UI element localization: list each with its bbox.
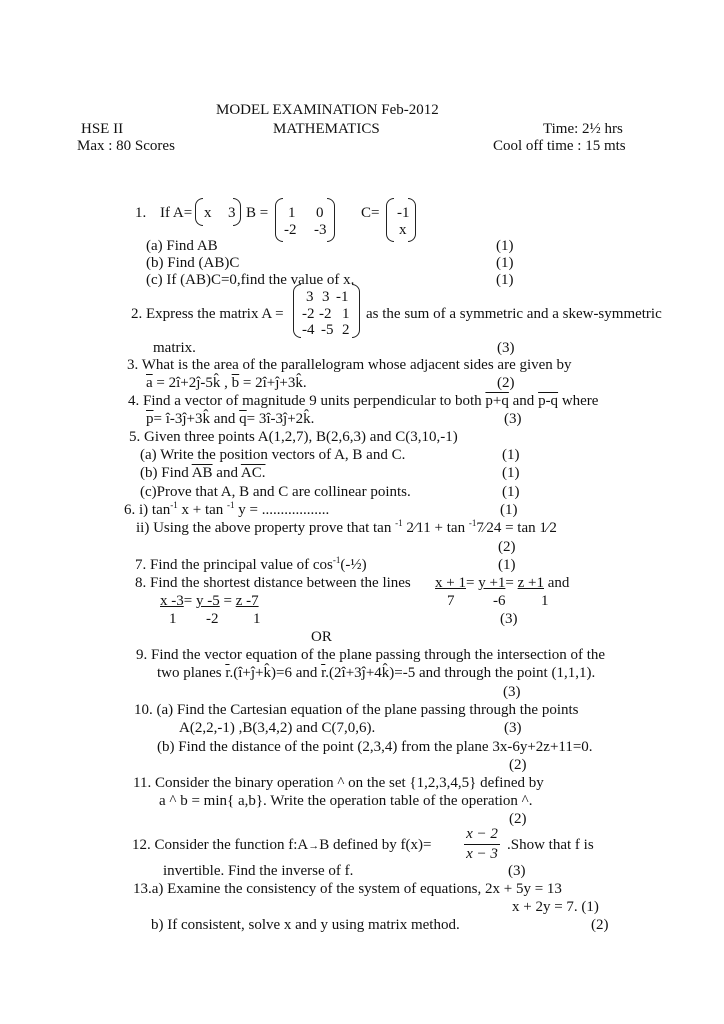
q5-part-b-marks: (1) (502, 465, 520, 481)
q5-part-a: (a) Write the position vectors of A, B and C. (140, 447, 406, 463)
q10-part-a-line1: 10. (a) Find the Cartesian equation of the plane passing through the points (134, 702, 579, 718)
q6-ii-sup: -1 (468, 518, 477, 528)
q4-vectors (146, 411, 314, 428)
matrix-b-cell: -3 (314, 222, 327, 238)
q4-and: and (508, 393, 539, 409)
matrix-a-right-bracket (233, 198, 241, 226)
matrix-b-left-bracket (275, 198, 283, 242)
q12-fraction (464, 826, 500, 863)
q5-part-a-marks: (1) (502, 447, 520, 463)
q2-rest: as the sum of a symmetric and a skew-symmetric (366, 306, 662, 322)
vector-r-symbol: $\overline{r}$ (321, 665, 326, 681)
matrix-q2-cell: -4 (302, 322, 315, 338)
q3-vectors (146, 375, 307, 392)
q6-i-sup: -1 (227, 500, 235, 510)
q9-marks: (3) (503, 684, 521, 700)
equals-sign: = (465, 575, 475, 591)
arrow-icon: → (308, 840, 320, 852)
q1-part-c-marks: (1) (496, 272, 514, 288)
fraction-denominator: x − 3 (466, 846, 498, 862)
q11-line1: 11. Consider the binary operation ^ on the set {1,2,3,4,5} defined by (133, 775, 544, 791)
q2-marks: (3) (497, 340, 515, 356)
vector-b-value: = 2î+ĵ+3k̂. (239, 375, 307, 391)
matrix-a-cell: 3 (228, 205, 236, 221)
q6-part-ii-marks: (2) (498, 539, 516, 555)
q6-i-mid: x + tan (177, 502, 228, 518)
fraction-numerator: x − 2 (466, 826, 498, 842)
q9-line2-pre: two planes (157, 665, 226, 681)
q6-ii-mid: 2⁄11 + tan (402, 520, 469, 536)
q12-text (132, 837, 431, 854)
q5-part-c-marks: (1) (502, 484, 520, 500)
equals-sign: = (223, 593, 232, 609)
equals-sign: = (505, 575, 514, 591)
line1-denominator: 1 (541, 593, 549, 609)
matrix-b-cell: 1 (288, 205, 296, 221)
q9-plane2: .(2î+3ĵ+4k̂)=-5 and through the point (1,1,1). (325, 665, 596, 681)
q1-part-b: (b) Find (AB)C (146, 255, 240, 271)
matrix-c-cell: x (399, 222, 407, 238)
q8-text: 8. Find the shortest distance between the lines (135, 575, 411, 591)
q13-part-a-line1: 13.a) Examine the consistency of the system of equations, 2x + 5y = 13 (133, 881, 562, 897)
q4-marks: (3) (504, 411, 522, 427)
q8-marks: (3) (500, 611, 518, 627)
q4-where: where (558, 393, 599, 409)
q1-b-label: B = (246, 205, 269, 221)
q10-part-a-line2: A(2,2,-1) ,B(3,4,2) and C(7,0,6). (179, 720, 376, 736)
q5-text: 5. Given three points A(1,2,7), B(2,6,3) and C(3,10,-1) (129, 429, 458, 445)
matrix-q2-cell: 3 (322, 289, 330, 305)
q6-i-pre: 6. i) tan (124, 502, 171, 518)
q6-ii-post: 7⁄24 = tan 1⁄2 (476, 520, 557, 536)
q6-part-i (124, 502, 329, 519)
matrix-c-right-bracket (408, 198, 416, 242)
matrix-c-left-bracket (386, 198, 394, 242)
q12-post: .Show that f is (507, 837, 594, 853)
q12-marks: (3) (508, 863, 526, 879)
q9-line2 (157, 665, 595, 682)
q12-line2: invertible. Find the inverse of f. (163, 863, 354, 879)
line2-numerator: y -5 (195, 593, 220, 609)
q3-marks: (2) (497, 375, 515, 391)
q1-if-label: If A= (160, 205, 193, 221)
q12-mid: B defined by f(x)= (319, 837, 432, 853)
q8-and: and (544, 575, 570, 591)
matrix-q2-left-bracket (293, 284, 301, 338)
max-scores: Max : 80 Scores (77, 138, 175, 154)
matrix-q2-cell: 2 (342, 322, 350, 338)
vector-a-symbol: $\overline{a}$ (146, 375, 153, 391)
q1-part-b-marks: (1) (496, 255, 514, 271)
q1-part-a-marks: (1) (496, 238, 514, 254)
q7-pre: 7. Find the principal value of cos (135, 557, 333, 573)
matrix-q2-cell: -1 (336, 289, 349, 305)
q6-ii-pre: ii) Using the above property prove that tan (136, 520, 396, 536)
q11-marks: (2) (509, 811, 527, 827)
matrix-q2-cell: -2 (302, 306, 315, 322)
time-label: Time: 2½ hrs (543, 121, 623, 137)
q5-part-b-and: and (212, 465, 241, 481)
q5-part-c: (c)Prove that A, B and C are collinear points. (140, 484, 411, 500)
q12-pre: 12. Consider the function f:A (132, 837, 309, 853)
vector-p-symbol: $\overline{p}$ (146, 411, 154, 427)
matrix-a-left-bracket (195, 198, 203, 226)
q5-part-b (140, 465, 265, 482)
fraction-bar (464, 844, 500, 845)
vector-p-minus-q: p-q (538, 393, 559, 409)
exam-title: MODEL EXAMINATION Feb-2012 (216, 102, 439, 118)
line2-denominator: 1 (169, 611, 177, 627)
q4-stem: 4. Find a vector of magnitude 9 units perpendicular to both (128, 393, 482, 409)
q8-line2 (160, 593, 259, 610)
q7-post: (-½) (340, 557, 367, 573)
matrix-b-cell: -2 (284, 222, 297, 238)
q6-part-ii (136, 520, 557, 537)
q6-i-post: y = .................. (234, 502, 330, 518)
q1-number: 1. (135, 205, 147, 221)
vector-ac: AC. (240, 465, 266, 481)
q7-text (135, 557, 367, 574)
q9-line1: 9. Find the vector equation of the plane passing through the intersection of the (136, 647, 606, 663)
subject-label: MATHEMATICS (273, 121, 380, 137)
q13-part-b-marks: (2) (591, 917, 609, 933)
or-separator: OR (311, 629, 332, 645)
q2-text: 2. Express the matrix A = (131, 306, 284, 322)
q4-text (128, 393, 598, 410)
line2-numerator: z -7 (235, 593, 259, 609)
q1-c-label: C= (361, 205, 380, 221)
matrix-q2-cell: 1 (342, 306, 350, 322)
q6-part-i-marks: (1) (500, 502, 518, 518)
q13-part-b: b) If consistent, solve x and y using matrix method. (151, 917, 460, 933)
vector-p-value: = î-3ĵ+3k̂ and (153, 411, 240, 427)
line1-denominator: -6 (493, 593, 506, 609)
q6-i-sup: -1 (170, 500, 178, 510)
q10-part-b-marks: (2) (509, 757, 527, 773)
q10-part-a-marks: (3) (504, 720, 522, 736)
line1-numerator: z +1 (517, 575, 544, 591)
matrix-b-cell: 0 (316, 205, 324, 221)
q6-ii-sup: -1 (395, 518, 403, 528)
equals-sign: = (183, 593, 193, 609)
q9-plane1: .(î+ĵ+k̂)=6 and (229, 665, 322, 681)
q8-line1 (435, 575, 569, 592)
line1-numerator: y +1 (478, 575, 506, 591)
vector-q-symbol: $\overline{q}$ (239, 411, 247, 427)
matrix-a-cell: x (204, 205, 212, 221)
matrix-c-cell: -1 (397, 205, 410, 221)
matrix-q2-cell: -5 (321, 322, 334, 338)
line1-numerator: x + 1 (435, 575, 466, 591)
q7-marks: (1) (498, 557, 516, 573)
vector-p-plus-q: p+q (485, 393, 509, 409)
vector-ab: $\overline{AB}$ (191, 465, 213, 481)
q1-part-a: (a) Find AB (146, 238, 218, 254)
q5-part-b-pre: (b) Find (140, 465, 192, 481)
matrix-q2-cell: -2 (319, 306, 332, 322)
vector-r-symbol: $\overline{r}$ (225, 665, 230, 681)
line2-denominator: 1 (253, 611, 261, 627)
vector-a-value: = 2î+2ĵ-5k̂ , (152, 375, 232, 391)
q10-part-b: (b) Find the distance of the point (2,3,4) from the plane 3x-6y+2z+11=0. (157, 739, 593, 755)
q3-text: 3. What is the area of the parallelogram whose adjacent sides are given by (127, 357, 572, 373)
q11-line2: a ^ b = min{ a,b}. Write the operation table of the operation ^. (159, 793, 533, 809)
q7-sup: -1 (332, 555, 341, 565)
line2-numerator: x -3 (160, 593, 184, 609)
q2-cont: matrix. (153, 340, 196, 356)
matrix-q2-cell: 3 (306, 289, 314, 305)
matrix-b-right-bracket (327, 198, 335, 242)
vector-q-value: = 3î-3ĵ+2k̂. (246, 411, 315, 427)
line1-denominator: 7 (447, 593, 455, 609)
vector-b-symbol: $\overline{b}$ (231, 375, 240, 391)
cool-off-time: Cool off time : 15 mts (493, 138, 626, 154)
line2-denominator: -2 (206, 611, 219, 627)
q1-part-c: (c) If (AB)C=0,find the value of x. (146, 272, 355, 288)
class-label: HSE II (81, 121, 124, 137)
matrix-q2-right-bracket (352, 284, 360, 338)
q13-part-a-line2: x + 2y = 7. (1) (512, 899, 599, 915)
